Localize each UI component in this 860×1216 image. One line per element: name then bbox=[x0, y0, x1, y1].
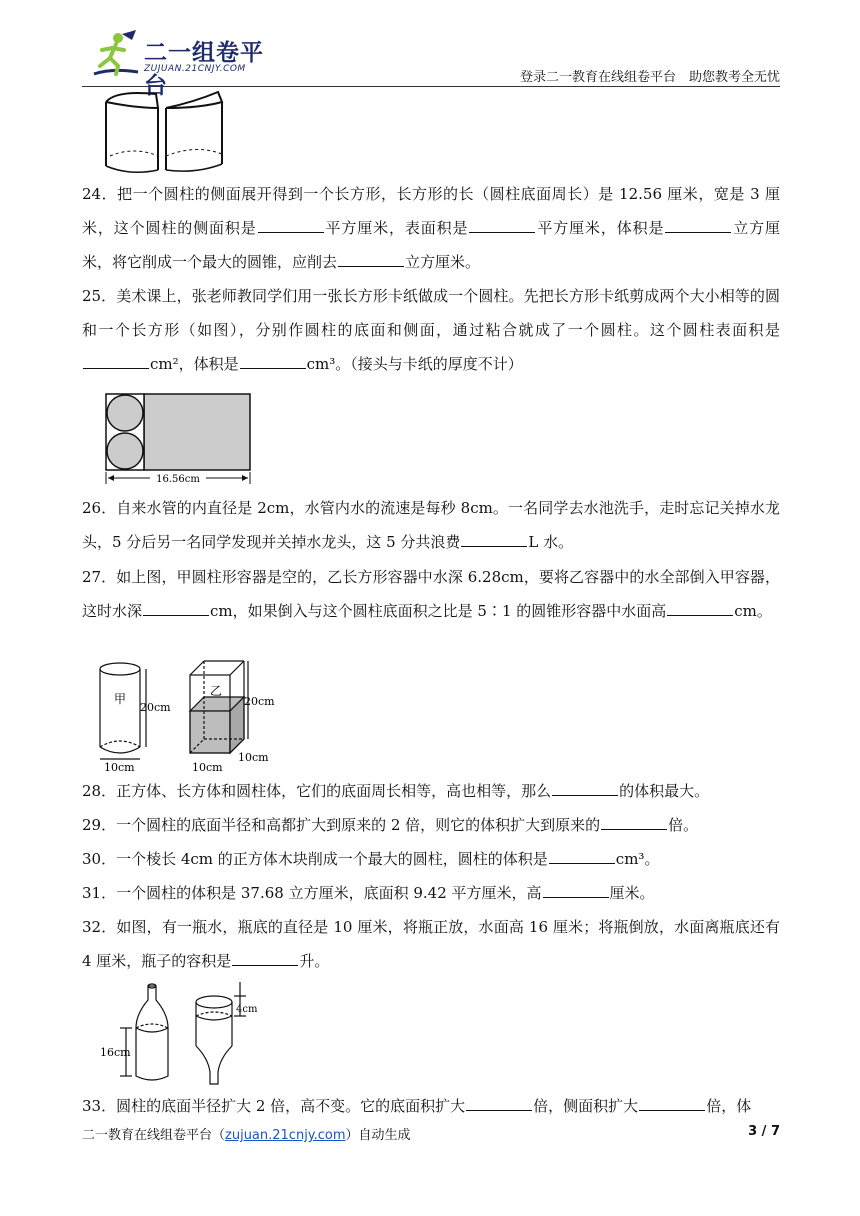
footer-link[interactable]: zujuan.21cnjy.com bbox=[225, 1128, 346, 1143]
footer-text-left: 二一教育在线组卷平台（ bbox=[82, 1128, 226, 1143]
question-27 bbox=[82, 560, 780, 628]
q31-blank-1[interactable] bbox=[543, 879, 609, 898]
question-30 bbox=[82, 842, 780, 876]
question-26 bbox=[82, 491, 780, 559]
q31-text-2: 厘米。 bbox=[609, 884, 655, 902]
q28-blank-1[interactable] bbox=[552, 777, 618, 796]
card-width-label: 16.56cm bbox=[156, 474, 200, 484]
q32-text-1: 32．如图，有一瓶水，瓶底的直径是 10 厘米，将瓶正放，水面高 16 厘米；将瓶倒放，水面离瓶底还有 4 厘米，瓶子的容积是 bbox=[82, 918, 780, 970]
bottle-gap-label: 4cm bbox=[236, 1004, 258, 1015]
q26-blank-1[interactable] bbox=[461, 528, 527, 547]
logo-title: 二一组卷平台 bbox=[144, 40, 264, 99]
question-24 bbox=[82, 177, 780, 279]
question-31 bbox=[82, 876, 780, 910]
q33-blank-2[interactable] bbox=[639, 1092, 705, 1111]
q27-text-1: 27．如上图，甲圆柱形容器是空的，乙长方形容器中水深 6.28cm，要将乙容器中的水全部倒入甲容器，这时水深 bbox=[82, 568, 780, 620]
logo-subtitle: ZUJUAN.21CNJY.COM bbox=[144, 64, 246, 74]
q25-text-1: 25．美术课上，张老师教同学们用一张长方形卡纸做成一个圆柱。先把长方形卡纸剪成两个大小相等的圆和一个长方形（如图），分别作圆柱的底面和侧面，通过粘合就成了一个圆柱。这个圆柱表面积是 bbox=[82, 287, 780, 339]
q33-text-1: 33．圆柱的底面半径扩大 2 倍，高不变。它的底面积扩大 bbox=[82, 1097, 466, 1115]
container-jia-label: 甲 bbox=[113, 692, 127, 706]
q29-text-2: 倍。 bbox=[668, 816, 699, 834]
q26-text-1: 26．自来水管的内直径是 2cm，水管内水的流速是每秒 8cm。一名同学去水池洗手，走时忘记关掉水龙头，5 分后另一名同学发现并关掉水龙头，这 5 分共浪费 bbox=[82, 499, 780, 551]
container-jia-width: 10cm bbox=[104, 761, 135, 774]
q28-text-1: 28．正方体、长方体和圆柱体，它们的底面周长相等，高也相等，那么 bbox=[82, 782, 552, 800]
question-29 bbox=[82, 808, 780, 842]
q32-text-2: 升。 bbox=[299, 952, 330, 970]
half-cylinder-figure bbox=[100, 88, 235, 176]
header-slogan: 登录二一教育在线组卷平台 助您教考全无忧 bbox=[519, 70, 780, 85]
containers-figure bbox=[96, 655, 286, 775]
q30-blank-1[interactable] bbox=[549, 845, 615, 864]
q29-blank-1[interactable] bbox=[601, 811, 667, 830]
q24-text-5: 立方厘米。 bbox=[405, 253, 481, 271]
bottle-height-label: 16cm bbox=[100, 1046, 131, 1059]
q27-text-3: cm。 bbox=[734, 602, 772, 620]
q25-text-2: cm²，体积是 bbox=[150, 355, 239, 373]
q24-text-1: 24．把一个圆柱的侧面展开得到一个长方形，长方形的长（圆柱底面周长）是 12.56 厘米，宽是 3 厘米，这个圆柱的侧面积是 bbox=[82, 185, 780, 237]
runner-logo-icon bbox=[82, 28, 142, 82]
footer-text-right: ）自动生成 bbox=[345, 1128, 411, 1143]
q30-text-2: cm³。 bbox=[615, 850, 660, 868]
q30-text-1: 30．一个棱长 4cm 的正方体木块削成一个最大的圆柱，圆柱的体积是 bbox=[82, 850, 548, 868]
q24-text-4: 立方厘米，将它削成一个最大的圆锥，应削去 bbox=[82, 219, 780, 271]
q24-blank-3[interactable] bbox=[665, 214, 731, 233]
container-jia-height: 20cm bbox=[140, 701, 171, 714]
container-yi-width: 10cm bbox=[192, 761, 223, 774]
question-33 bbox=[82, 1089, 780, 1123]
q26-text-2: L 水。 bbox=[528, 533, 574, 551]
site-logo bbox=[82, 28, 282, 99]
question-25 bbox=[82, 279, 780, 381]
q28-text-2: 的体积最大。 bbox=[619, 782, 710, 800]
q27-blank-2[interactable] bbox=[667, 597, 733, 616]
page-header bbox=[82, 28, 780, 99]
q25-text-3: cm³。（接头与卡纸的厚度不计） bbox=[306, 355, 523, 373]
q25-blank-2[interactable] bbox=[240, 350, 306, 369]
q27-text-2: cm，如果倒入与这个圆柱底面积之比是 5∶1 的圆锥形容器中水面高 bbox=[210, 602, 667, 620]
container-yi-height: 20cm bbox=[244, 695, 275, 708]
q29-text-1: 29．一个圆柱的底面半径和高都扩大到原来的 2 倍，则它的体积扩大到原来的 bbox=[82, 816, 601, 834]
bottle-figure bbox=[98, 980, 273, 1086]
q31-text-1: 31．一个圆柱的体积是 37.68 立方厘米，底面积 9.42 平方厘米，高 bbox=[82, 884, 542, 902]
card-figure bbox=[100, 388, 260, 484]
q33-text-3: 倍，体 bbox=[706, 1097, 752, 1115]
q27-blank-1[interactable] bbox=[143, 597, 209, 616]
question-28 bbox=[82, 774, 780, 808]
page-footer bbox=[82, 1124, 780, 1148]
question-32 bbox=[82, 910, 780, 978]
q25-blank-1[interactable] bbox=[83, 350, 149, 369]
q24-blank-1[interactable] bbox=[258, 214, 324, 233]
q24-text-3: 平方厘米，体积是 bbox=[536, 219, 665, 237]
q24-blank-4[interactable] bbox=[338, 248, 404, 267]
page-number: 3 / 7 bbox=[748, 1124, 780, 1139]
q33-blank-1[interactable] bbox=[466, 1092, 532, 1111]
q32-blank-1[interactable] bbox=[232, 947, 298, 966]
q24-blank-2[interactable] bbox=[469, 214, 535, 233]
q24-text-2: 平方厘米，表面积是 bbox=[324, 219, 469, 237]
container-yi-depth: 10cm bbox=[238, 751, 269, 764]
container-yi-label: 乙 bbox=[209, 684, 223, 698]
q33-text-2: 倍，侧面积扩大 bbox=[533, 1097, 639, 1115]
